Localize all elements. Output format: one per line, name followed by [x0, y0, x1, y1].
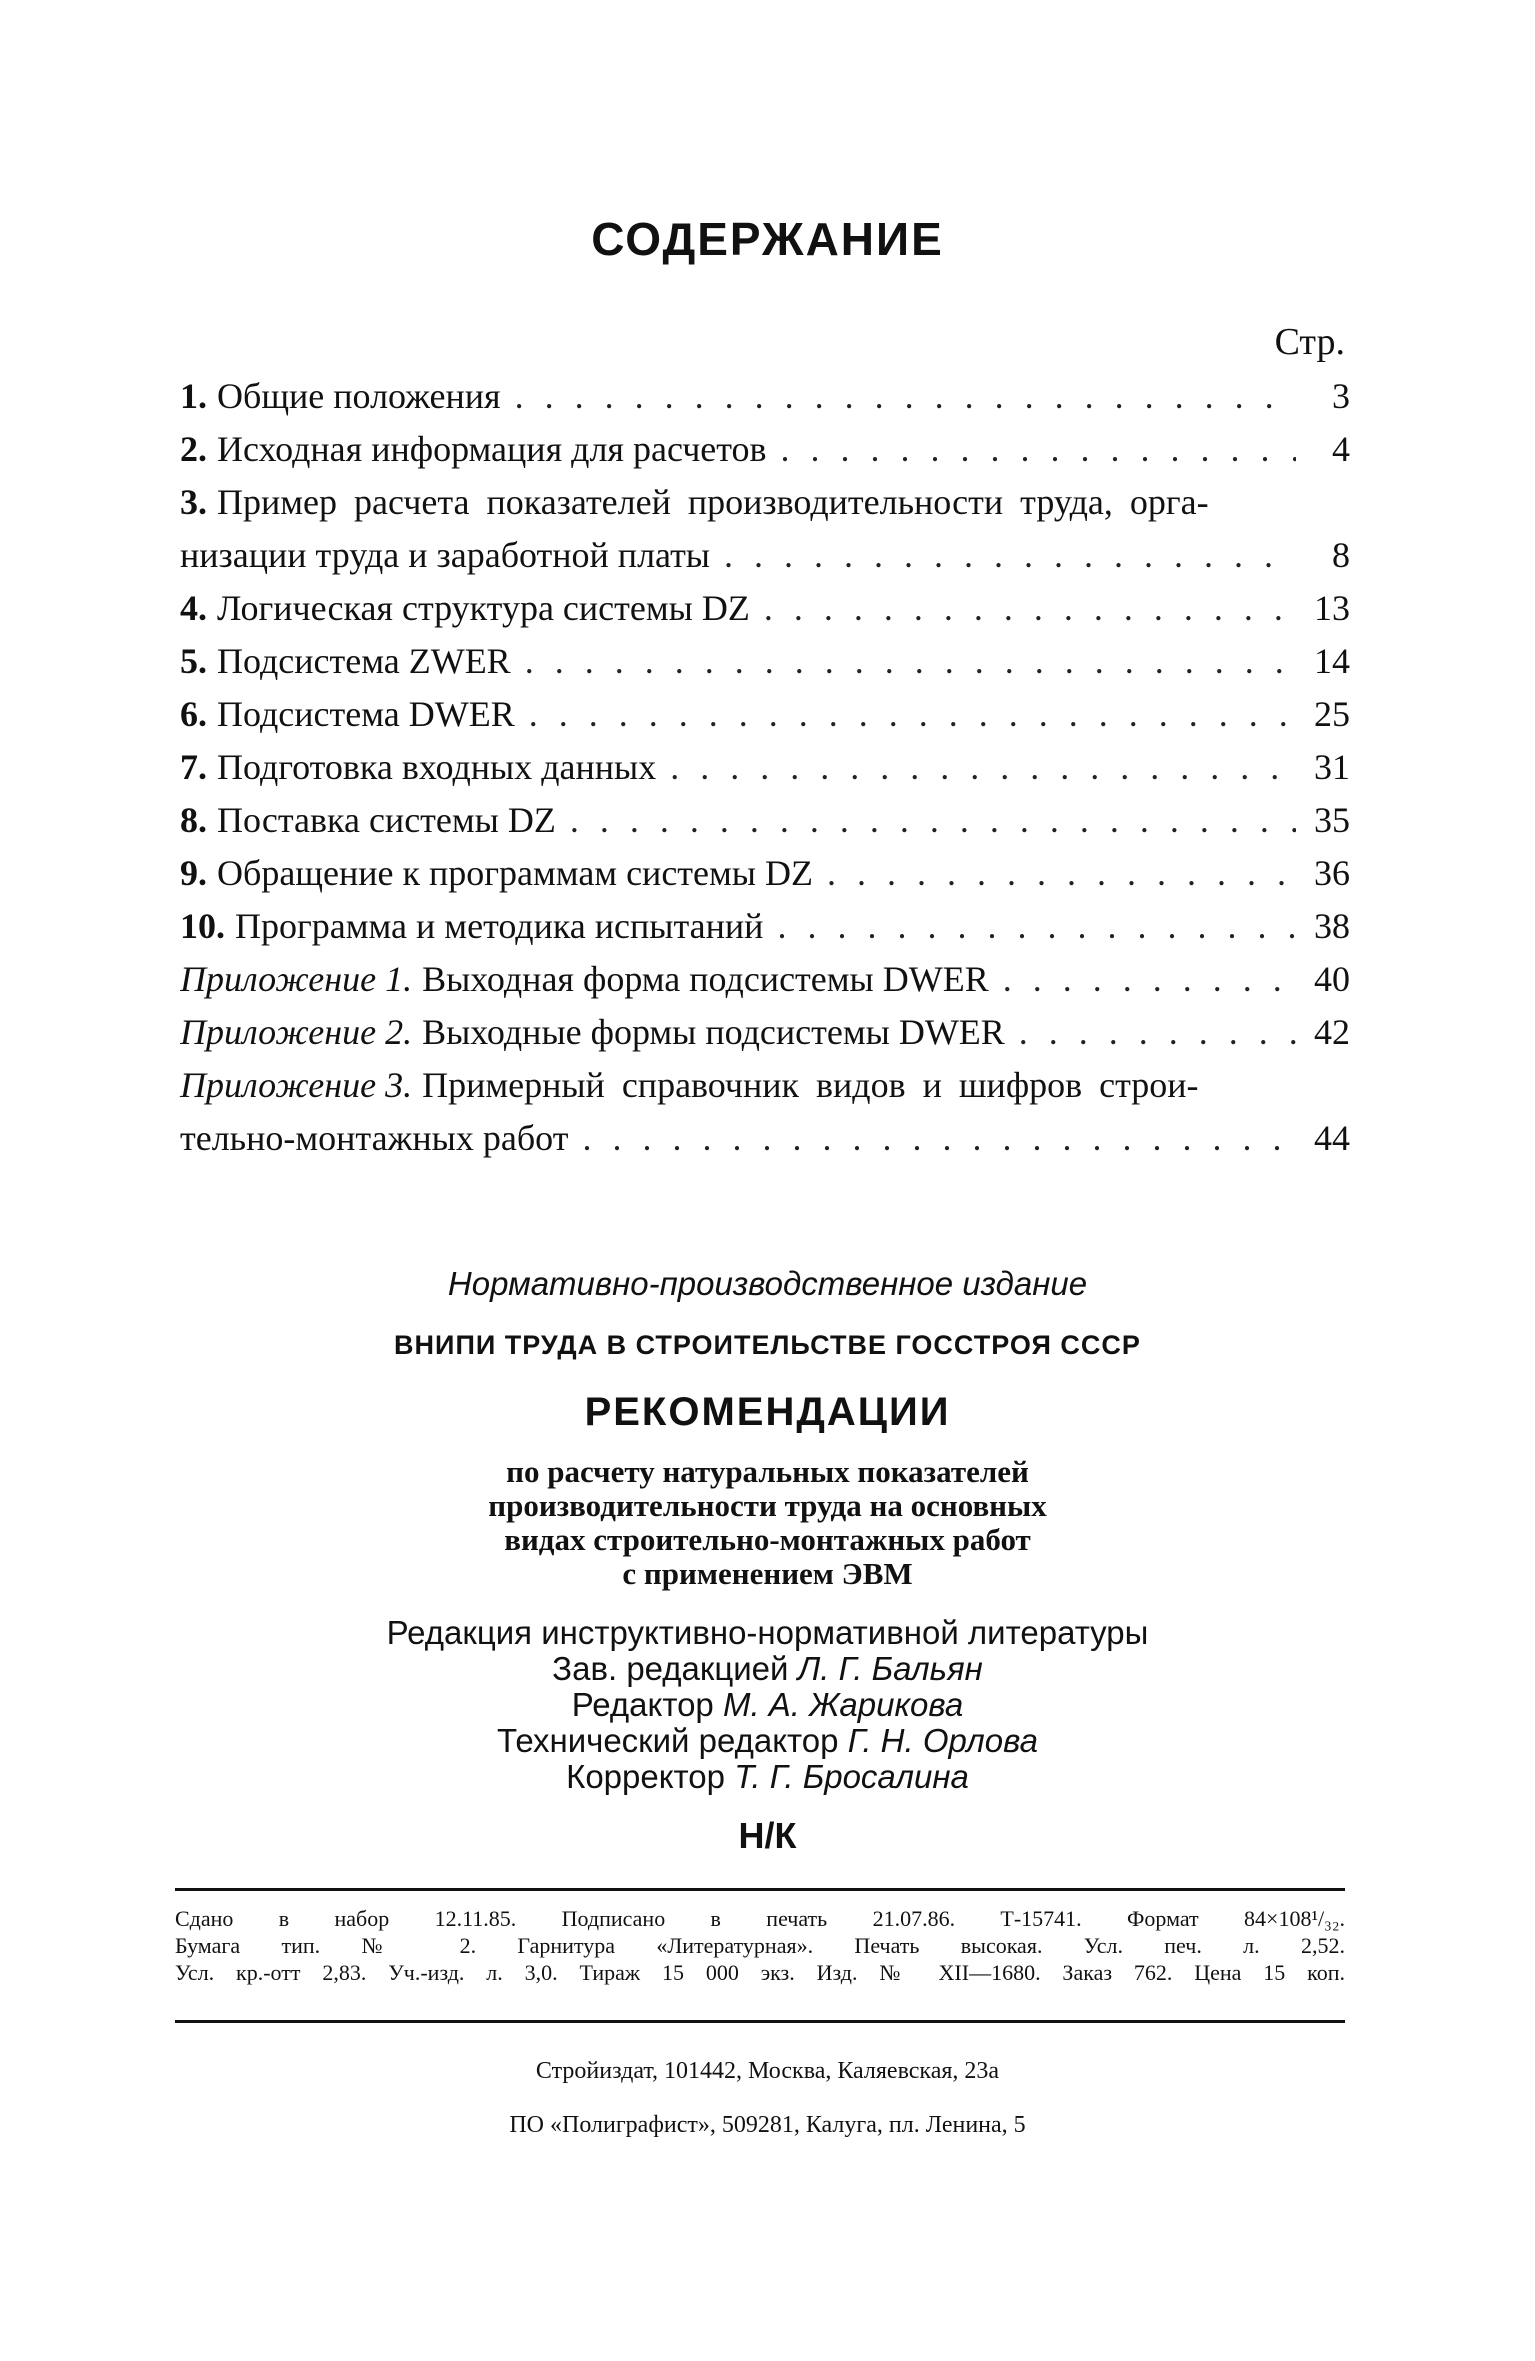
staff-line — [0, 1759, 1535, 1795]
toc-entry — [180, 423, 1350, 476]
toc-entry-page: 38 — [1314, 906, 1350, 946]
toc-entry-page: 13 — [1314, 588, 1350, 628]
toc-leader — [764, 582, 1296, 635]
toc-appendix-label: Приложение 1. — [180, 959, 413, 999]
toc-entry-text: Исходная информация для расчетов — [217, 429, 767, 469]
toc-entry-text: Поставка системы DZ — [217, 800, 556, 840]
toc-leader — [1003, 953, 1296, 1006]
toc-entry-number: 1. — [180, 376, 207, 416]
toc-entry-number: 4. — [180, 588, 207, 628]
divider-top — [175, 1888, 1345, 1891]
subtitle-line: видах строительно-монтажных работ — [504, 1522, 1031, 1557]
toc-entry-page: 42 — [1314, 1012, 1350, 1052]
toc-entry — [180, 741, 1350, 794]
toc-page-header: Стр. — [1274, 321, 1345, 363]
toc-entry-text: Логическая структура системы DZ — [217, 588, 750, 628]
toc-entry — [180, 847, 1350, 900]
toc-leader — [1019, 1006, 1296, 1059]
toc-entry-text: Общие положения — [217, 376, 501, 416]
toc-leader — [777, 900, 1296, 953]
toc-entry-text: Программа и методика испытаний — [235, 906, 764, 946]
toc-appendix-label: Приложение 3. — [180, 1065, 413, 1105]
print-data-line: Бумага тип. № 2. Гарнитура «Литературная». Печать высокая. Усл. печ. л. 2,52. — [175, 1933, 1345, 1958]
toc-entry-text: Примерный справочник видов и шифров строи- — [422, 1065, 1199, 1105]
table-of-contents — [180, 370, 1350, 1165]
toc-entry-page: 14 — [1314, 641, 1350, 681]
toc-entry — [180, 1059, 1350, 1112]
staff-name: Г. Н. Орлова — [847, 1722, 1038, 1759]
toc-entry-text: Обращение к программам системы DZ — [217, 853, 813, 893]
toc-entry — [180, 794, 1350, 847]
book-subtitle — [0, 1455, 1535, 1591]
toc-entry — [180, 370, 1350, 423]
staff-name: Т. Г. Бросалина — [734, 1758, 969, 1795]
toc-entry-text: тельно-монтажных работ — [180, 1118, 569, 1158]
staff-line — [0, 1687, 1535, 1723]
toc-appendix-label: Приложение 2. — [180, 1012, 413, 1052]
toc-entry-continuation — [180, 1112, 1350, 1165]
toc-leader — [570, 794, 1296, 847]
toc-entry-text: Пример расчета показателей производительности труда, орга- — [217, 482, 1209, 522]
toc-entry-continuation — [180, 529, 1350, 582]
toc-entry — [180, 953, 1350, 1006]
toc-entry-page: 4 — [1332, 429, 1350, 469]
subtitle-line: с применением ЭВМ — [622, 1556, 913, 1591]
toc-entry-number: 2. — [180, 429, 207, 469]
staff-role: Технический редактор — [497, 1722, 839, 1759]
toc-leader — [781, 423, 1296, 476]
toc-entry-page: 36 — [1314, 853, 1350, 893]
page-title: СОДЕРЖАНИЕ — [591, 213, 944, 265]
printer-address: ПО «Полиграфист», 509281, Калуга, пл. Ленина, 5 — [509, 2112, 1026, 2138]
toc-entry-number: 3. — [180, 482, 207, 522]
toc-entry-number: 8. — [180, 800, 207, 840]
toc-entry-number: 7. — [180, 747, 207, 787]
staff-line — [0, 1651, 1535, 1687]
classification-mark: Н/К — [738, 1815, 797, 1856]
toc-entry-number: 6. — [180, 694, 207, 734]
toc-leader — [529, 688, 1296, 741]
toc-entry-page: 40 — [1314, 959, 1350, 999]
toc-entry — [180, 635, 1350, 688]
toc-entry-text: Выходные формы подсистемы DWER — [422, 1012, 1005, 1052]
staff-role: Редактор — [571, 1686, 714, 1723]
staff-role: Редакция инструктивно-нормативной литературы — [386, 1614, 1149, 1651]
staff-role: Зав. редакцией — [552, 1650, 789, 1687]
toc-leader — [724, 529, 1296, 582]
toc-entry — [180, 900, 1350, 953]
toc-entry — [180, 1006, 1350, 1059]
toc-entry-page: 25 — [1314, 694, 1350, 734]
print-data-line: Сдано в набор 12.11.85. Подписано в печать 21.07.86. Т-15741. Формат 84×108¹/₃₂. — [175, 1906, 1345, 1931]
toc-entry-text: Выходная форма подсистемы DWER — [422, 959, 989, 999]
toc-entry-page: 31 — [1314, 747, 1350, 787]
toc-entry — [180, 582, 1350, 635]
toc-entry-text: Подсистема DWER — [217, 694, 515, 734]
toc-entry-page: 8 — [1332, 535, 1350, 575]
toc-entry — [180, 688, 1350, 741]
divider-bottom — [175, 2020, 1345, 2023]
publisher-address: Стройиздат, 101442, Москва, Каляевская, 23а — [535, 2058, 1000, 2084]
toc-entry-text: низации труда и заработной платы — [180, 535, 710, 575]
print-data-line: Усл. кр.-отт 2,83. Уч.-изд. л. 3,0. Тираж 15 000 экз. Изд. № XII—1680. Заказ 762. Цена 15 коп. — [175, 1960, 1345, 1985]
institute-name: ВНИПИ ТРУДА В СТРОИТЕЛЬСТВЕ ГОССТРОЯ СССР — [394, 1330, 1141, 1360]
toc-leader — [827, 847, 1296, 900]
toc-leader — [582, 1112, 1296, 1165]
staff-line — [0, 1615, 1535, 1651]
toc-entry-text: Подготовка входных данных — [217, 747, 657, 787]
toc-entry-page: 3 — [1332, 376, 1350, 416]
toc-leader — [670, 741, 1296, 794]
toc-entry-page: 44 — [1314, 1118, 1350, 1158]
book-title: РЕКОМЕНДАЦИИ — [584, 1390, 951, 1434]
subtitle-line: производительности труда на основных — [488, 1488, 1047, 1523]
staff-line — [0, 1723, 1535, 1759]
toc-entry-number: 10. — [180, 906, 225, 946]
subtitle-line: по расчету натуральных показателей — [506, 1454, 1029, 1489]
toc-entry-number: 5. — [180, 641, 207, 681]
toc-entry — [180, 476, 1350, 529]
edition-type: Нормативно-производственное издание — [447, 1265, 1088, 1302]
toc-entry-text: Подсистема ZWER — [217, 641, 511, 681]
toc-entry-number: 9. — [180, 853, 207, 893]
staff-role: Корректор — [566, 1758, 726, 1795]
print-data — [175, 1905, 1345, 1986]
toc-leader — [525, 635, 1296, 688]
staff-name: М. А. Жарикова — [722, 1686, 964, 1723]
staff-name: Л. Г. Бальян — [797, 1650, 983, 1687]
editorial-staff — [0, 1615, 1535, 1795]
toc-entry-page: 35 — [1314, 800, 1350, 840]
toc-leader — [515, 370, 1296, 423]
